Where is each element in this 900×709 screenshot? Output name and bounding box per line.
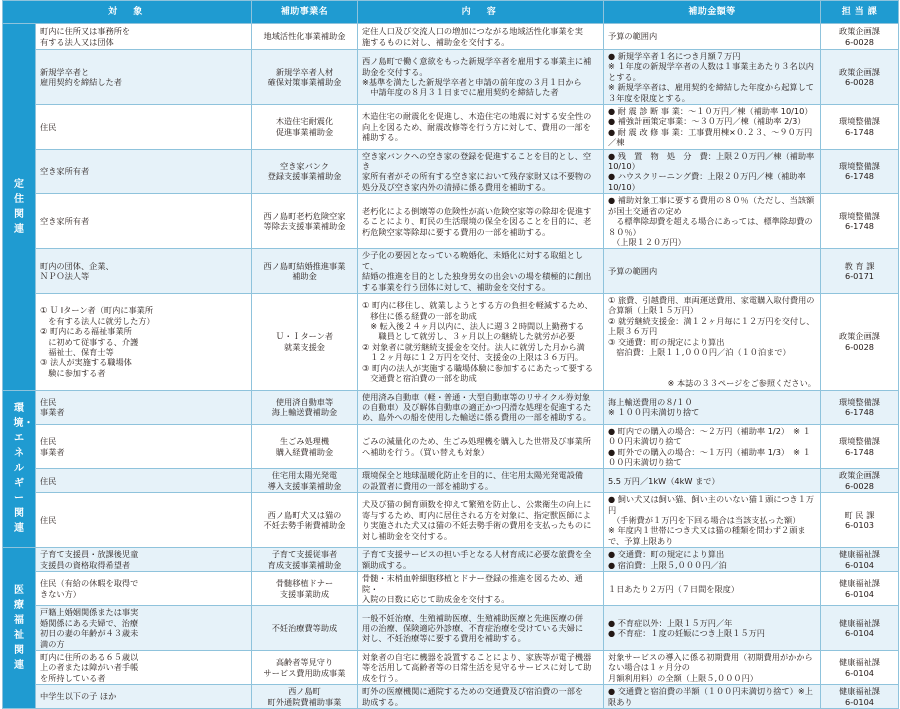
cell-line: 新規学卒者と	[40, 66, 90, 77]
cell-line: 使用済自動車等	[275, 396, 334, 407]
table-row	[3, 650, 899, 684]
cell-line: 西ノ島町犬又は猫の	[267, 509, 342, 520]
cell-line: 入院の日数に応じて助成金を交付する。	[362, 593, 510, 604]
header-amount: 補助金額等	[604, 1, 821, 24]
cell-line: 登録支援事業補助金	[267, 171, 342, 182]
target-cell	[36, 390, 252, 424]
cell-line: 6-0028	[844, 77, 874, 88]
cell-line: 助金を交付する。	[362, 66, 428, 77]
cell-line: 向上を図るため、耐震改修等を行う方に対して、費用の一部を	[362, 121, 591, 132]
target-cell	[36, 606, 252, 651]
amount-cell	[604, 424, 821, 469]
cell-line: 宿泊費：上限１１,０００円／泊（１０泊まで）	[608, 346, 791, 357]
cell-line: １日あたり２万円（７日間を限度）	[608, 583, 740, 594]
category-cell	[3, 548, 36, 709]
cell-line: の自動車）及び解体自動車の適正かつ円滑な処理を促進するた	[362, 402, 592, 412]
table-row	[3, 50, 899, 105]
cell-line: 一般不妊治療、生殖補助医療、生殖補助医療と先進医療の併	[362, 612, 584, 623]
cell-line: 対し、不妊治療等に要する費用を補助する。	[362, 633, 526, 644]
cell-line: 空き家所有者	[40, 166, 90, 177]
target-cell	[36, 424, 252, 469]
cell-line: 使用済み自動車（軽・普通・大型自動車等のリサイクル券対象	[362, 391, 591, 402]
cell-line: 交通費と宿泊費の一部を助成	[362, 372, 477, 383]
cell-line: 額助成する。	[362, 559, 412, 570]
cell-line	[608, 357, 816, 367]
cell-line: 満の方	[40, 638, 65, 649]
content-cell	[358, 469, 604, 493]
amount-cell	[604, 572, 821, 606]
table-row	[3, 469, 899, 493]
cell-line: 6-0104	[844, 588, 874, 599]
cell-line: 町内の団体、企業、	[40, 260, 114, 271]
category-label: 定住関連	[14, 178, 24, 235]
cell-line: する事業を行う団体に対して、補助金を交付する。	[362, 281, 551, 292]
cell-line: ② 対象者に就労継続支援金を交付。法人に就労した月から満	[362, 341, 585, 352]
target-cell	[36, 469, 252, 493]
amount-cell	[604, 606, 821, 651]
cell-line: 町 民 課	[844, 509, 875, 520]
cell-line: 導入支援事業補助金	[267, 480, 342, 491]
cell-line: 定住人口及び交流人口の増加につながる地域活性化事業を実	[362, 26, 583, 37]
cell-line: ● 補強計画策定事業：～３０万円／棟（補助率 2/3）	[608, 116, 806, 127]
cell-line: ● 町外での購入の場合：～１万円（補助率 1/3） ※ １００円未満切り捨て	[608, 446, 811, 468]
table-row	[3, 424, 899, 469]
cell-line: 中請年度の８月３１日までに雇用契約を締結した者	[362, 87, 559, 98]
cell-line: ③ 町内の法人が実施する職場体験に参加するにあたって要する	[362, 362, 594, 373]
content-cell	[358, 149, 604, 194]
cell-line: ● 宿泊費：上限５,０００円／泊	[608, 559, 727, 570]
cell-line: 木造住宅の耐震化を促進し、木造住宅の地震に対する安全性の	[362, 111, 592, 122]
cell-line: 6-1748	[844, 221, 874, 232]
cell-line: ● 耐 震 診 断 事 業：～１０万円／棟（補助率 10/10）	[608, 106, 813, 117]
table-row	[3, 548, 899, 572]
cell-line: ① 旅費、引越費用、車両運送費用、家電購入取付費用の合算額（上限１５万円）	[608, 294, 815, 316]
program-cell	[252, 105, 358, 150]
cell-line: 環境整備課	[839, 396, 880, 407]
cell-line: の設置者に費用の一部を補助する。	[362, 480, 494, 491]
target-cell	[36, 105, 252, 150]
cell-line: 政策企画課	[839, 331, 880, 342]
cell-line: 子育て支援サービスの担い手となる人材育成に必要な旅費を全	[362, 549, 592, 560]
table-row	[3, 24, 899, 50]
cell-line: 西ノ島町老朽危険空家	[263, 210, 346, 221]
cell-line: １２ヶ月毎に１２万円を交付、支援金の上限は３６万円。	[362, 352, 584, 363]
amount-cell	[604, 105, 821, 150]
cell-line: Ｕ・Ｉターン者	[275, 331, 334, 342]
cell-line: ③ 法人が実施する職場体	[40, 357, 132, 368]
cell-line: 験に参加する者	[40, 367, 106, 378]
department-cell	[821, 249, 899, 294]
cell-line: ※ 本誌の３３ページをご参照ください。	[667, 378, 816, 389]
amount-cell	[604, 685, 821, 709]
cell-line: ③ 交通費：町の規定により算出	[608, 336, 725, 347]
table-row	[3, 685, 899, 709]
cell-line: 6-0028	[844, 341, 874, 352]
cell-line: 福祉士、保育士等	[40, 346, 114, 357]
program-cell	[252, 390, 358, 424]
subsidy-table	[2, 0, 899, 709]
cell-line: り実施された犬又は猫の不妊去勢手術の費用を支払ったものに	[362, 520, 592, 531]
cell-line: ① Ｕ Iターン者（町内に事業所	[40, 305, 154, 316]
cell-line: 政策企画課	[839, 470, 880, 481]
department-cell	[821, 685, 899, 709]
cell-line: 子育て支援従事者	[271, 549, 338, 560]
cell-line: 6-1748	[844, 126, 874, 137]
cell-line: 上の者または障がい者手帳	[40, 662, 139, 673]
amount-cell	[604, 50, 821, 105]
content-cell	[358, 24, 604, 50]
cell-line: ● 飼い犬又は飼い猫、飼い主のいない猫１頭につき１万円	[608, 494, 815, 515]
cell-line: 初日の妻の年齢が４３歳未	[40, 628, 139, 639]
cell-line: 月額利用料）の全額（上限５,０００円）	[608, 672, 758, 683]
cell-line: ● 不育症以外：上限１５万円／年	[608, 617, 733, 628]
cell-line: 健康福祉課	[839, 549, 880, 560]
cell-line: ● ハウスクリーニング費：上限２０万円／棟（補助率 10/10）	[608, 171, 809, 192]
program-cell	[252, 424, 358, 469]
cell-line: 職員として就労し、３ヶ月以上の継続した就労が必要	[362, 331, 575, 342]
cell-line: 住民（有給の休暇を取得で	[40, 578, 139, 589]
cell-line: 環境整備課	[839, 161, 880, 172]
category-label: 医療福祉関連	[14, 585, 24, 672]
cell-line: 政策企画課	[839, 66, 880, 77]
cell-line: ※基準を満たした新規学卒者と申請の前年度の３月１日から	[362, 77, 582, 88]
table-row	[3, 149, 899, 194]
department-cell	[821, 194, 899, 249]
cell-line: ● 交通費：町の規定により算出	[608, 549, 725, 560]
cell-line: ※ １００円未満切り捨て	[608, 407, 700, 418]
cell-line: ※ 新規学卒者は、雇用契約を締結した年度から起算して３年度を限度とする。	[608, 82, 814, 103]
table-row	[3, 293, 899, 390]
cell-line: 婚関係にある夫婦で、治療	[40, 617, 139, 628]
cell-line: ② 就労継続支援金：満１２ヶ月毎に１２万円を交付し、上限３６万円	[608, 315, 815, 337]
target-cell	[36, 149, 252, 194]
program-cell	[252, 493, 358, 548]
target-cell	[36, 50, 252, 105]
table-row	[3, 572, 899, 606]
cell-line: 確保対策事業補助金	[267, 77, 342, 88]
cell-line: サービス費用助成事業	[263, 667, 346, 678]
target-cell	[36, 24, 252, 50]
cell-line: 老朽化による倒壊等の危険性が高い危険空家等の除却を促進す	[362, 205, 592, 216]
content-cell	[358, 548, 604, 572]
cell-line: 西ノ島町で働く意欲をもった新規学卒者を雇用する事業主に補	[362, 56, 592, 67]
cell-line: ※ １年度の新規学卒者の人数は１事業主あたり３名以内とする。	[608, 61, 814, 82]
content-cell	[358, 105, 604, 150]
cell-line: を有する法人に就労した方）	[40, 315, 155, 326]
target-cell	[36, 493, 252, 548]
cell-line: 住宅用太陽光発電	[271, 470, 338, 481]
cell-line: 子育て支援員・放課後児童	[40, 549, 139, 560]
cell-line: 6-0028	[844, 36, 874, 47]
cell-line: 教 育 課	[844, 260, 875, 271]
target-cell	[36, 194, 252, 249]
cell-line: 対象サービスの導入に係る初期費用（初期費用がかからない場合は１ヶ月分の	[608, 651, 813, 673]
cell-line: 健康福祉課	[839, 686, 880, 697]
cell-line: め、島外への船を使用した輸送に係る費用の一部を補助する。	[362, 412, 591, 423]
cell-line: 町内に住所のある６５歳以	[40, 651, 139, 662]
amount-cell	[604, 149, 821, 194]
cell-line: 海上輸送費補助金	[271, 407, 338, 418]
cell-line: 不妊治療費等助成	[271, 622, 338, 633]
table-row	[3, 249, 899, 294]
amount-cell	[604, 293, 821, 390]
department-cell	[821, 493, 899, 548]
target-cell	[36, 572, 252, 606]
cell-line: 対象者の自宅に機器を設置することにより、家族等が電子機器	[362, 651, 592, 662]
cell-line: ● 補助対象工事に要する費用の８０％（ただし、当該額が国土交通省の定め	[608, 195, 815, 216]
content-cell	[358, 424, 604, 469]
program-cell	[252, 149, 358, 194]
department-cell	[821, 650, 899, 684]
cell-line: 事業者	[40, 407, 65, 418]
header-target: 対 象	[3, 1, 252, 24]
amount-cell	[604, 650, 821, 684]
cell-line: 6-0171	[844, 271, 874, 282]
cell-line: 6-0028	[844, 480, 874, 491]
table-row	[3, 493, 899, 548]
cell-line: 支援員の資格取得希望者	[40, 559, 131, 570]
header-program: 補助事業名	[252, 1, 358, 24]
cell-line: 家所有者がその所有する空き家において残存家財又は不要物の	[362, 171, 592, 182]
cell-line: 支援事業助成	[279, 588, 330, 599]
cell-line: 生ごみ処理機	[279, 436, 330, 447]
program-cell	[252, 606, 358, 651]
cell-line: 政策企画課	[839, 26, 880, 37]
cell-line: ● 耐 震 改 修 事 業：工事費用棟×０.２３、～９０万円／棟	[608, 126, 813, 148]
table-row	[3, 390, 899, 424]
cell-line: ● 町内での購入の場合：～２万円（補助率 1/2） ※ １００円未満切り捨て	[608, 425, 811, 447]
cell-line: ① 町内に移住し、就業しようとする方の負担を軽減するため、	[362, 300, 593, 311]
cell-line: 移住に係る経費の一部を助成	[362, 310, 477, 321]
cell-line: 町外の医療機関に通院するための交通費及び宿泊費の一部を	[362, 686, 584, 697]
header-row	[3, 1, 899, 24]
department-cell	[821, 50, 899, 105]
department-cell	[821, 293, 899, 390]
cell-line: （上限１２０万円）	[608, 236, 686, 247]
cell-line: 空き家バンク	[280, 161, 329, 172]
target-cell	[36, 293, 252, 390]
department-cell	[821, 469, 899, 493]
cell-line: 西ノ島町	[288, 686, 321, 697]
department-cell	[821, 149, 899, 194]
cell-line: る標準除却費を超える場合にあっては、標準除却費の８０％）	[608, 216, 813, 237]
target-cell	[36, 249, 252, 294]
cell-line: 海上輸送費用の８/１０	[608, 396, 693, 407]
cell-line: 6-0104	[844, 696, 874, 707]
program-cell	[252, 685, 358, 709]
cell-line: 予算の範囲内	[608, 265, 658, 276]
target-cell	[36, 685, 252, 709]
cell-line: 木造住宅耐震化	[275, 116, 334, 127]
content-cell	[358, 249, 604, 294]
amount-cell	[604, 249, 821, 294]
cell-line: 町外通院費補助事業	[267, 696, 342, 707]
cell-line: 6-1748	[844, 407, 874, 418]
cell-line: 住民	[40, 515, 57, 526]
cell-line: 住民	[40, 436, 57, 447]
cell-line: 5.5 万円／1kW（4kW まで）	[608, 475, 720, 486]
program-cell	[252, 249, 358, 294]
cell-line: ● 交通費と宿泊費の半額（１００円未満切り捨て）※上限あり	[608, 686, 813, 707]
content-cell	[358, 493, 604, 548]
cell-line: 骨髄移植ドナー	[275, 578, 334, 589]
cell-line: 健康福祉課	[839, 578, 880, 589]
header-content: 内 容	[358, 1, 604, 24]
cell-line: 6-0104	[844, 667, 874, 678]
cell-line: 少子化の要因となっている晩婚化、未婚化に対する取組として、	[362, 250, 584, 271]
cell-line: 環境整備課	[839, 116, 880, 127]
content-cell	[358, 390, 604, 424]
cell-line: 高齢者等見守り	[275, 657, 334, 668]
cell-line: 環境整備課	[839, 210, 880, 221]
amount-cell	[604, 548, 821, 572]
category-label: 環境・エネルギー関連	[13, 403, 34, 535]
cell-line: 骨髄・末梢血幹細胞移植とドナー登録の推進を図るため、通院・	[362, 573, 583, 594]
amount-cell	[604, 390, 821, 424]
content-cell	[358, 650, 604, 684]
department-cell	[821, 424, 899, 469]
program-cell	[252, 293, 358, 390]
cell-line: ※ 年度内１世帯につき犬又は猫の種類を問わず２頭まで、予算上限あり	[608, 525, 806, 546]
cell-line: ごみの減量化のため、生ごみ処理機を購入した世帯及び事業所	[362, 436, 591, 447]
cell-line: 処分及び空き家内外の清掃に係る費用を補助する。	[362, 181, 551, 192]
cell-line: 住民	[40, 396, 57, 407]
amount-cell	[604, 194, 821, 249]
cell-line: 地域活性化事業補助金	[263, 31, 346, 42]
program-cell	[252, 50, 358, 105]
cell-line: 補助金	[292, 271, 317, 282]
cell-line: 空き家所有者	[40, 216, 90, 227]
program-cell	[252, 469, 358, 493]
target-cell	[36, 548, 252, 572]
cell-line: 住民	[40, 121, 57, 132]
department-cell	[821, 572, 899, 606]
amount-cell	[604, 493, 821, 548]
category-cell	[3, 24, 36, 391]
cell-line: 予算の範囲内	[608, 31, 658, 42]
department-cell	[821, 105, 899, 150]
cell-line: へ補助を行う。（買い替えも対象）	[362, 446, 489, 457]
cell-line: 犬及び猫の飼育頭数を抑えて繁殖を防止し、公衆衛生の向上に	[362, 499, 592, 510]
table-row	[3, 606, 899, 651]
content-cell	[358, 572, 604, 606]
target-cell	[36, 650, 252, 684]
content-cell	[358, 606, 604, 651]
cell-line: 購入経費補助金	[275, 446, 334, 457]
cell-line: 健康福祉課	[839, 657, 880, 668]
cell-line: 環境保全と地球温暖化防止を目的に、住宅用太陽光発電設備	[362, 470, 584, 481]
cell-line: 住民	[40, 475, 57, 486]
cell-line: 不妊去勢手術費補助金	[263, 520, 346, 531]
cell-line: 中学生以下の子 ほか	[40, 691, 117, 702]
program-cell	[252, 650, 358, 684]
cell-line: 結婚の推進を目的とした独身男女の出会いの場を積極的に創出	[362, 271, 592, 282]
cell-line: 等除去支援事業補助金	[263, 221, 346, 232]
cell-line: 新規学卒者人材	[275, 66, 334, 77]
content-cell	[358, 194, 604, 249]
cell-line: 6-0104	[844, 559, 874, 570]
cell-line: ※ 転入後２４ヶ月以内に、法人に週３２時間以上勤務する	[362, 320, 585, 331]
cell-line: 育成支援事業補助金	[267, 559, 342, 570]
department-cell	[821, 548, 899, 572]
cell-line: ＮＰＯ法人等	[40, 271, 90, 282]
cell-line: 6-0103	[844, 520, 874, 531]
cell-line: 助成する。	[362, 696, 403, 707]
cell-line: ることにより、町民の生活環境の保全を図ることを目的に、老	[362, 216, 592, 227]
program-cell	[252, 548, 358, 572]
content-cell	[358, 685, 604, 709]
cell-line: 有する法人又は団体	[40, 36, 114, 47]
program-cell	[252, 572, 358, 606]
cell-line: 寄与するため、町内に居住される方を対象に、指定獣医師によ	[362, 509, 591, 520]
table-row	[3, 194, 899, 249]
cell-line: ● 不育症：１度の妊娠につき上限１５万円	[608, 628, 765, 639]
cell-line: 事業者	[40, 446, 65, 457]
content-cell	[358, 50, 604, 105]
cell-line: 就業支援金	[284, 341, 325, 352]
table-body	[3, 24, 899, 709]
cell-line: に初めて従事する、介護	[40, 336, 139, 347]
cell-line: 用の治療、保険適応外診療、不育症治療を受けている夫婦に	[362, 622, 584, 633]
cell-line: 健康福祉課	[839, 617, 880, 628]
department-cell	[821, 606, 899, 651]
cell-line: 空き家バンクへの空き家の登録を促進することを目的とし、空き	[362, 150, 592, 172]
table-row	[3, 105, 899, 150]
cell-line: 戸籍上婚姻関係または事実	[40, 607, 139, 618]
header-department: 担 当 課	[821, 1, 899, 24]
program-cell	[252, 194, 358, 249]
cell-line: きない方）	[40, 588, 81, 599]
cell-line: 対し補助金を交付する。	[362, 530, 453, 541]
department-cell	[821, 24, 899, 50]
cell-line: ② 町内にある福祉事業所	[40, 326, 132, 337]
cell-line: 6-0104	[844, 628, 874, 639]
cell-line: 施するものに対し、補助金を交付する。	[362, 36, 510, 47]
program-cell	[252, 24, 358, 50]
cell-line: を所持している者	[40, 672, 106, 683]
cell-line: 補助する。	[362, 132, 403, 143]
cell-line: 成を行う。	[362, 672, 403, 683]
amount-cell	[604, 469, 821, 493]
amount-cell	[604, 24, 821, 50]
cell-line: 6-1748	[844, 171, 874, 182]
cell-line: 町内に住所又は事務所を	[40, 26, 131, 37]
cell-line: 西ノ島町結婚推進事業	[263, 260, 346, 271]
cell-line	[608, 368, 816, 378]
cell-line: 環境整備課	[839, 436, 880, 447]
cell-line: 等を活用して高齢者等の日常生活を見守るサービスに対して助	[362, 662, 592, 673]
category-cell	[3, 390, 36, 548]
cell-line: 朽危険空家等除却に要する費用の一部を補助する。	[362, 226, 551, 237]
cell-line: ● 新規学卒者１名につき月額７万円	[608, 51, 741, 61]
cell-line: 6-1748	[844, 446, 874, 457]
cell-line: 促進事業補助金	[275, 126, 334, 137]
cell-line: （手術費が１万円を下回る場合は当該支払った額）	[608, 515, 801, 526]
cell-line: ● 残 置 物 処 分 費：上限２０万円／棟（補助率 10/10）	[608, 150, 817, 172]
content-cell	[358, 293, 604, 390]
cell-line: 雇用契約を締結した者	[40, 77, 122, 88]
department-cell	[821, 390, 899, 424]
